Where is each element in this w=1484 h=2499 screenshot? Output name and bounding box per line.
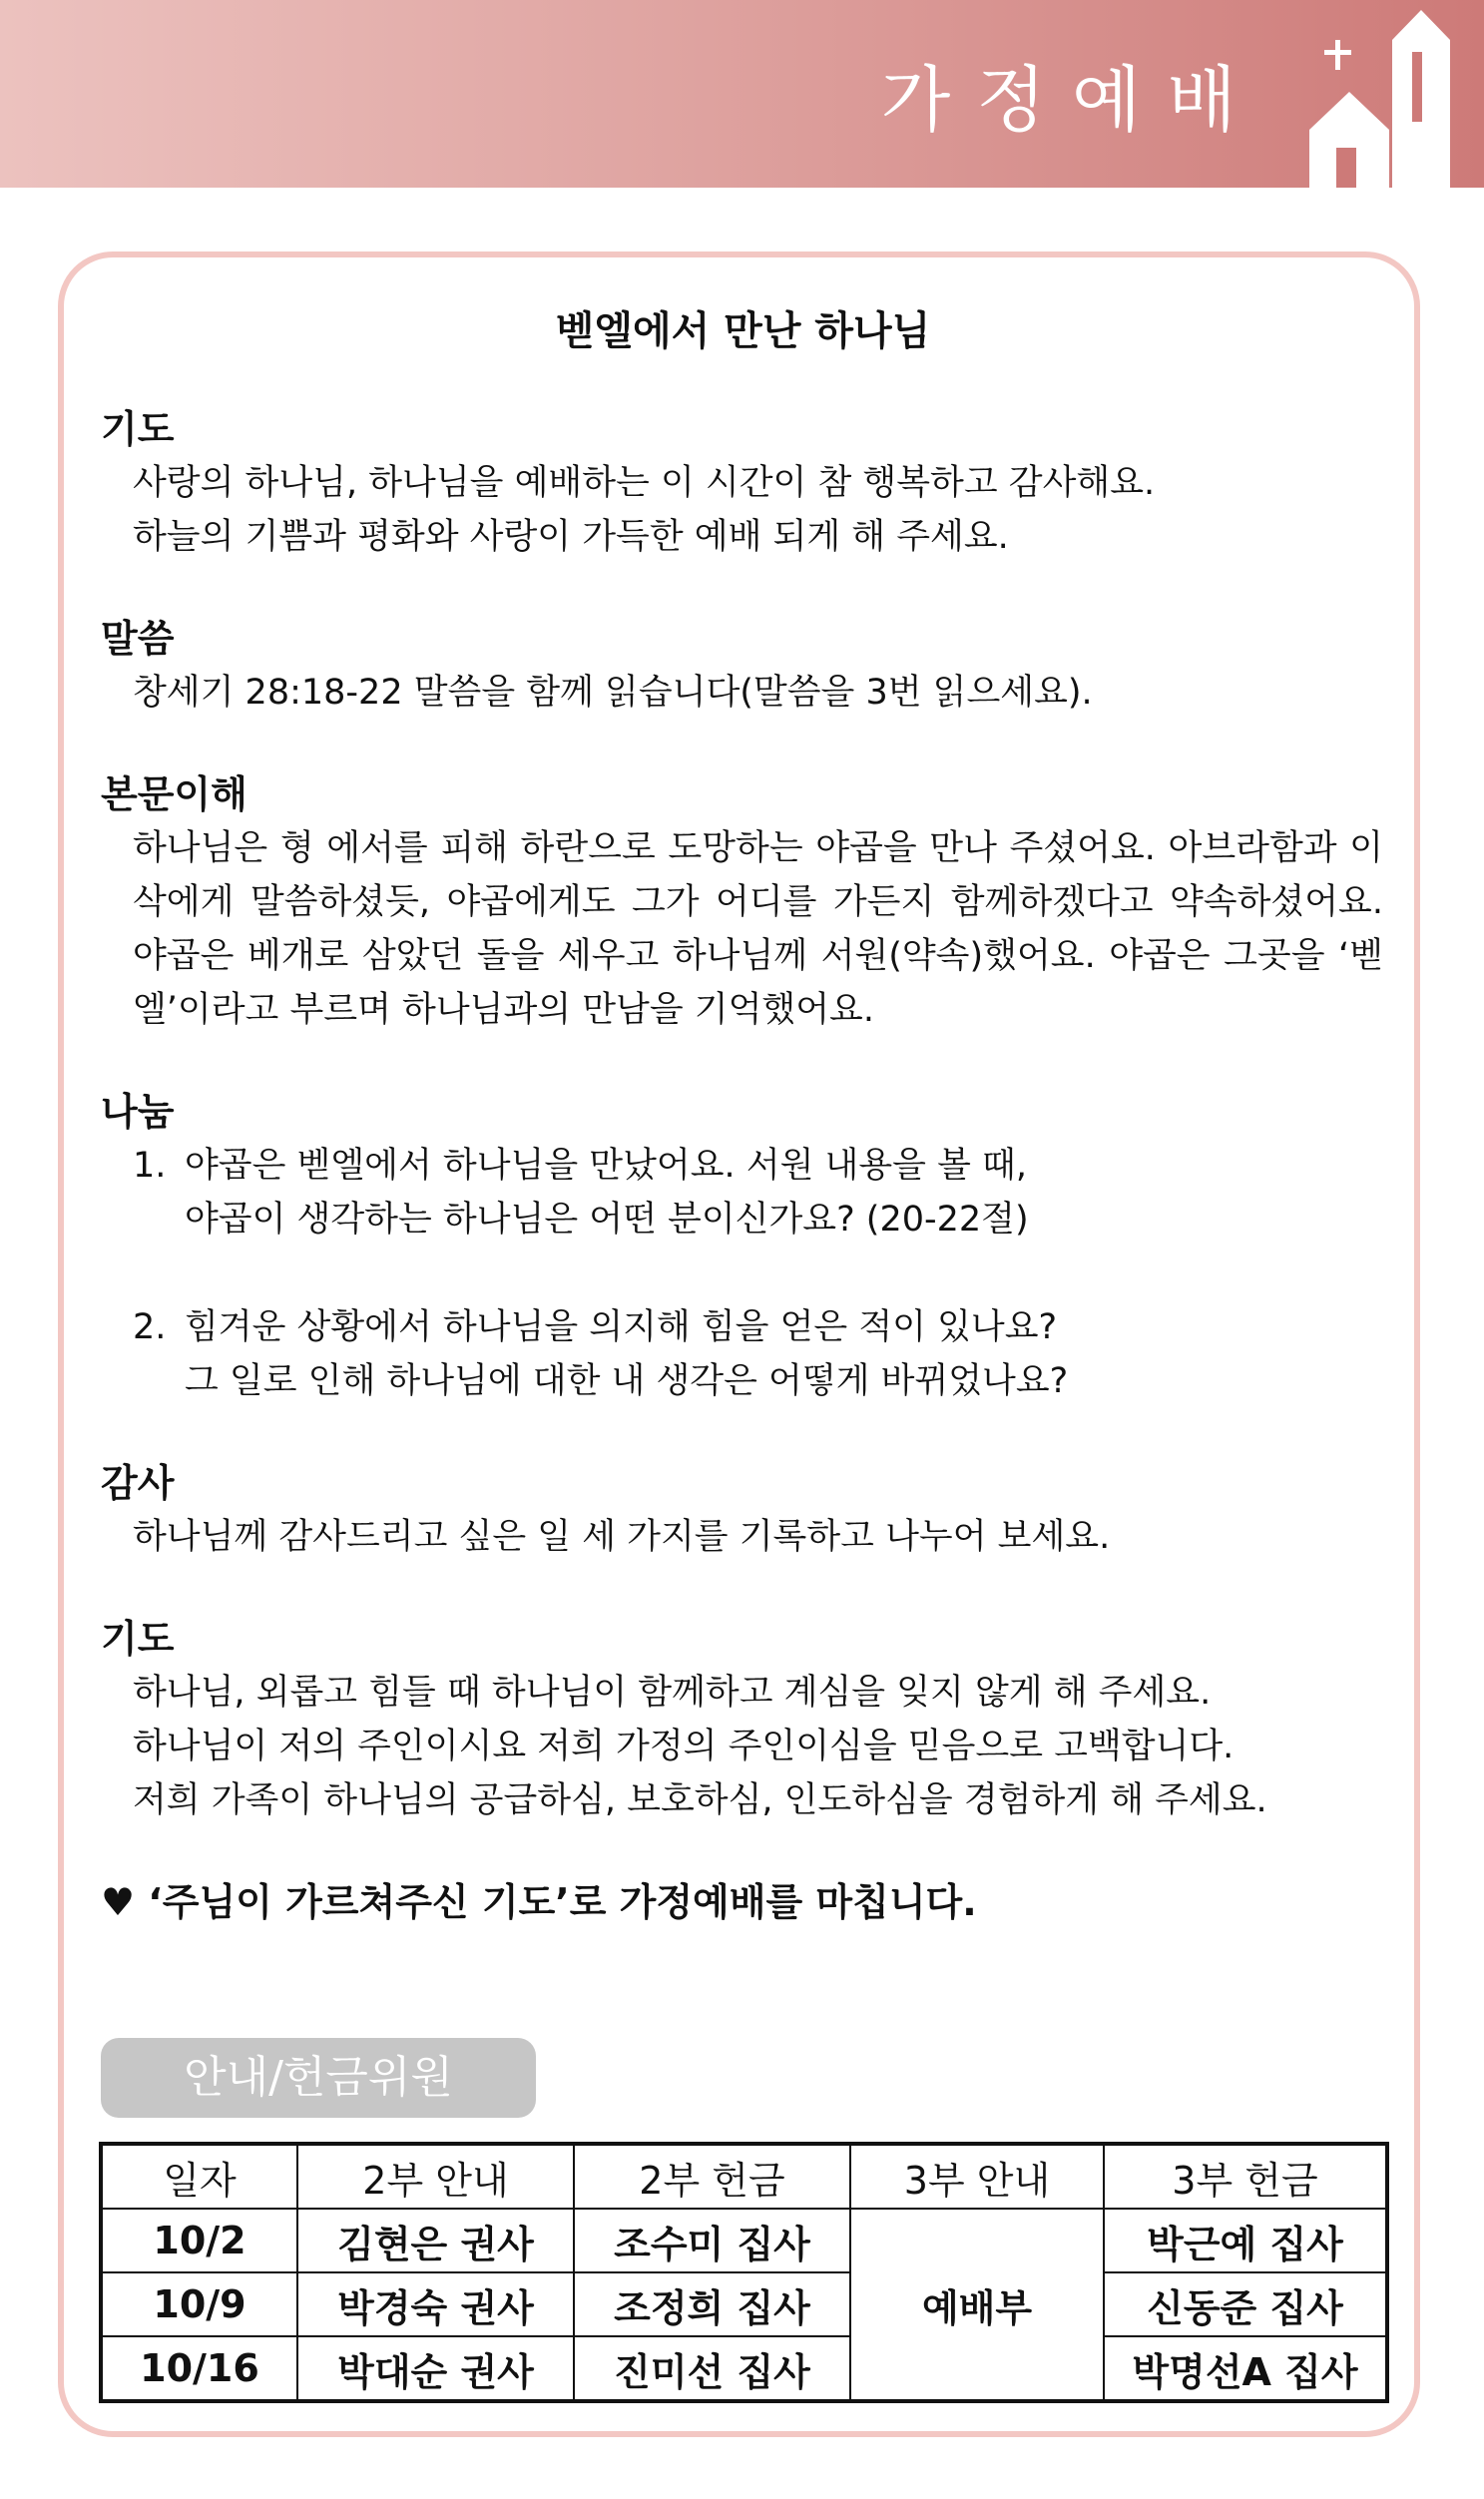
table-cell: 박명선A 집사 [1104,2336,1387,2401]
text-line: 하나님이 저의 주인이시요 저희 가정의 주인이심을 믿음으로 고백합니다. [133,1727,1235,1766]
church-icon [1274,0,1484,188]
paragraph: 하나님은 형 에서를 피해 하란으로 도망하는 야곱을 만나 주셨어요. 아브라함과 이삭에게 말씀하셨듯, 야곱에게도 그가 어디를 가든지 함께하겠다고 약속하셨어요. 야곱은 베개로 삼았던 돌을 세우고 하나님께 서원(약속)했어요. 야곱은 그곳을 ‘벧엘’이라고 부르며 하나님과의 만남을 기억했어요. [133,828,1383,1030]
table-header-row [101,2144,1387,2209]
text-line: 하늘의 기쁨과 평화와 사랑이 가득한 예배 되게 해 주세요. [133,517,1009,557]
column-header: 2부 헌금 [574,2144,850,2209]
table-cell: 조수미 집사 [574,2209,850,2272]
text-line: 저희 가족이 하나님의 공급하심, 보호하심, 인도하심을 경험하게 해 주세요. [133,1780,1267,1820]
column-header: 3부 헌금 [1104,2144,1387,2209]
section-sharing [101,1085,1388,1408]
table-cell: 신동준 집사 [1104,2272,1387,2336]
page-title: 가정예배 [880,58,1262,142]
column-header: 3부 안내 [850,2144,1104,2209]
section-heading: 기도 [101,1617,175,1661]
column-header: 2부 안내 [297,2144,574,2209]
section-closing-prayer [101,1612,1388,1827]
closing-note: ♥ ‘주님이 가르쳐주신 기도’로 가정예배를 마칩니다. [101,1880,977,1924]
table-cell: 김현은 권사 [297,2209,574,2272]
table-cell: 진미선 집사 [574,2336,850,2401]
date-cell: 10/16 [101,2336,297,2401]
date-cell: 10/9 [101,2272,297,2336]
committee-label: 안내/헌금위원 [101,2038,536,2118]
worship-content [101,289,1388,1929]
table-row [101,2336,1387,2401]
section-heading: 나눔 [101,1090,175,1134]
question-item [101,1300,1388,1408]
text-line: 사랑의 하나님, 하나님을 예배하는 이 시간이 참 행복하고 감사해요. [133,463,1156,503]
table-row [101,2272,1387,2336]
table-cell: 박경숙 권사 [297,2272,574,2336]
section-word [101,612,1388,720]
table-cell: 조정희 집사 [574,2272,850,2336]
text-line: 힘겨운 상황에서 하나님을 의지해 힘을 얻은 적이 있나요? [185,1307,1058,1347]
question-number: 1. [133,1146,167,1186]
header-banner [0,0,1484,188]
question-number: 2. [133,1307,167,1347]
section-heading: 감사 [101,1461,175,1505]
table-row [101,2209,1387,2272]
text-line: 야곱이 생각하는 하나님은 어떤 분이신가요? (20-22절) [185,1200,1029,1240]
duty-table [99,2142,1389,2403]
text-line: 야곱은 벧엘에서 하나님을 만났어요. 서원 내용을 볼 때, [185,1146,1027,1186]
section-heading: 본문이해 [101,772,247,816]
document-title: 벧엘에서 만난 하나님 [555,308,931,354]
text-line: 창세기 28:18-22 말씀을 함께 읽습니다(말씀을 3번 읽으세요). [133,673,1093,713]
merged-cell: 예배부 [850,2209,1104,2401]
text-line: 그 일로 인해 하나님에 대한 내 생각은 어떻게 바뀌었나요? [185,1361,1069,1401]
date-cell: 10/2 [101,2209,297,2272]
section-understanding [101,767,1388,1037]
section-heading: 기도 [101,407,175,451]
section-thanks [101,1456,1388,1564]
section-opening-prayer [101,402,1388,564]
text-line: 하나님, 외롭고 힘들 때 하나님이 함께하고 계심을 잊지 않게 해 주세요. [133,1673,1212,1713]
section-heading: 말씀 [101,617,175,661]
column-header: 일자 [101,2144,297,2209]
question-item [101,1139,1388,1247]
text-line: 하나님께 감사드리고 싶은 일 세 가지를 기록하고 나누어 보세요. [133,1517,1111,1557]
table-cell: 박근예 집사 [1104,2209,1387,2272]
table-cell: 박대순 권사 [297,2336,574,2401]
